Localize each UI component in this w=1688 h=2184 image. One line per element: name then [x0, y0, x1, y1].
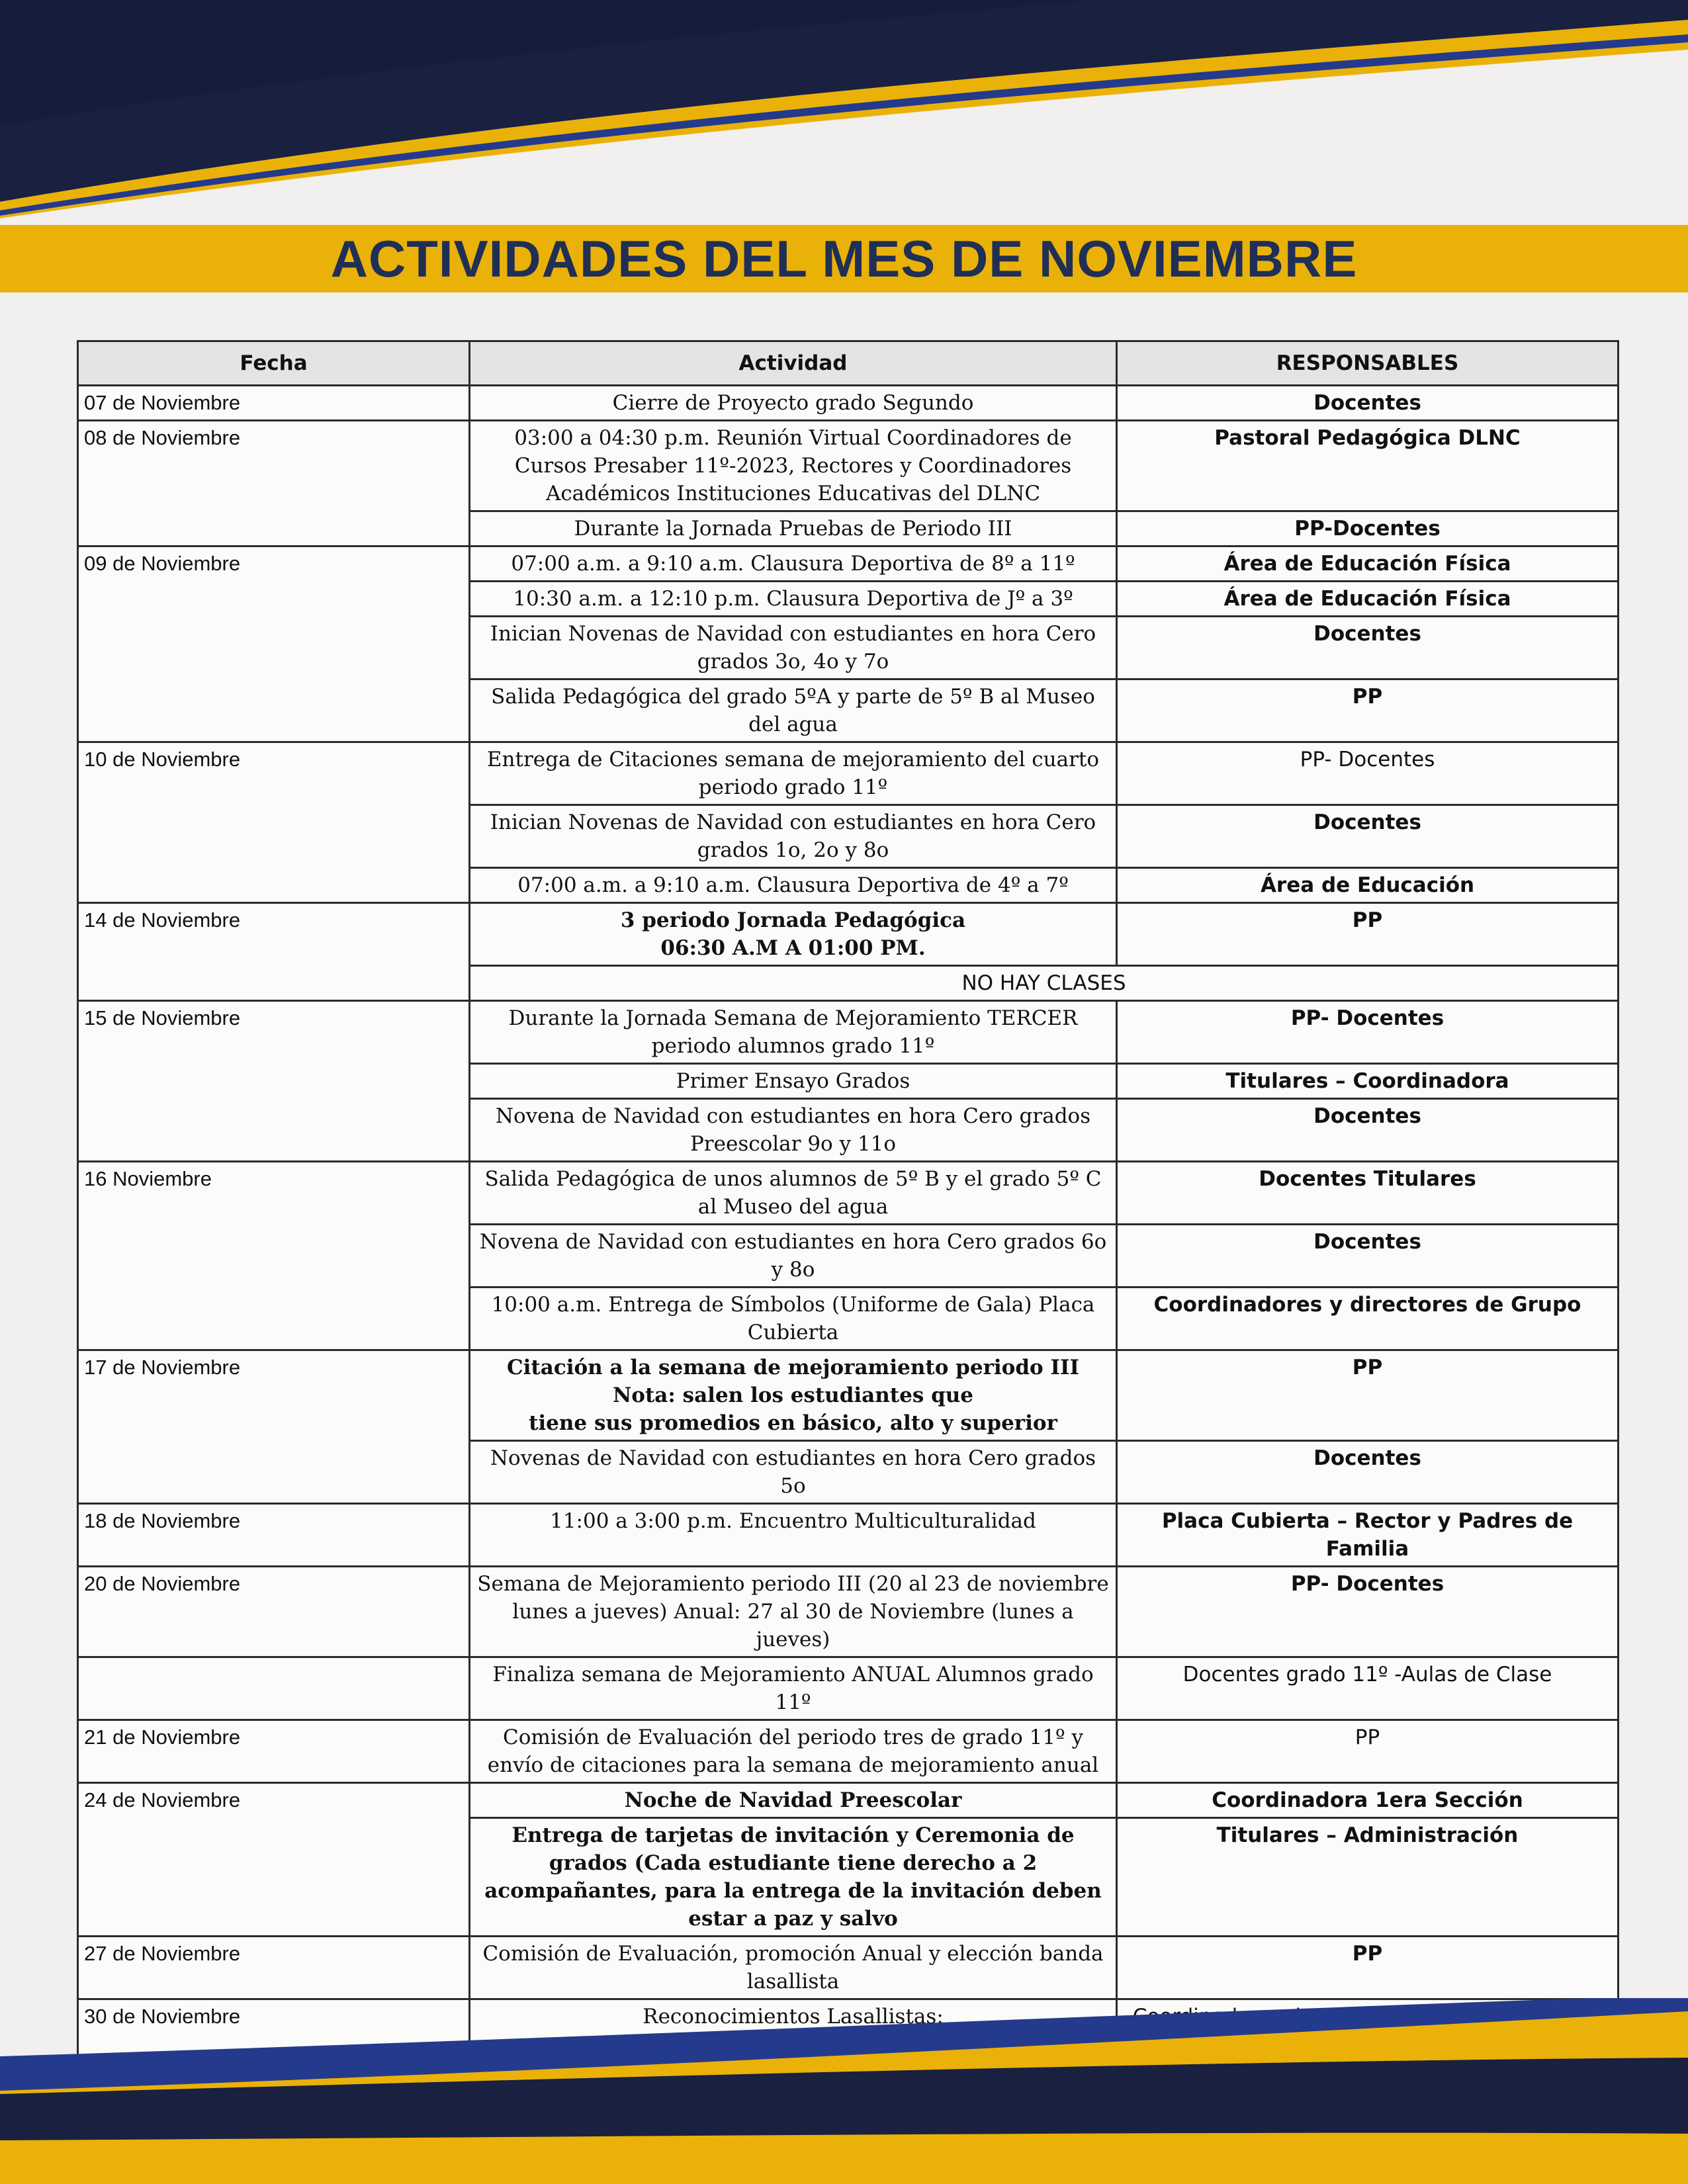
table-row — [78, 546, 1619, 582]
activity-cell: Entrega de tarjetas de invitación y Ceremonia de grados (Cada estudiante tiene derecho a 2 acompañantes, para la entrega de la invitación deben estar a paz y salvo — [470, 1818, 1117, 1937]
date-cell: 08 de Noviembre — [78, 421, 470, 546]
activity-cell: Inician Novenas de Navidad con estudiantes en hora Cero grados 1o, 2o y 8o — [470, 805, 1117, 868]
table-row — [78, 1783, 1619, 1818]
table-row — [78, 1350, 1619, 1441]
table-row — [78, 742, 1619, 805]
responsible-cell: PP — [1117, 1720, 1619, 1783]
responsible-cell: PP — [1117, 1937, 1619, 1999]
responsible-cell: Docentes grado 11º -Aulas de Clase — [1117, 1657, 1619, 1720]
activity-cell: Salida Pedagógica de unos alumnos de 5º B y el grado 5º C al Museo del agua — [470, 1162, 1117, 1225]
responsible-cell: Titulares – Coordinadora — [1117, 1064, 1619, 1099]
table-row — [78, 1720, 1619, 1783]
activity-cell: 07:00 a.m. a 9:10 a.m. Clausura Deportiva de 8º a 11º — [470, 546, 1117, 582]
date-cell: 30 de Noviembre — [78, 1999, 470, 2118]
activity-cell: Primer Ensayo Grados — [470, 1064, 1117, 1099]
table-row — [78, 1657, 1619, 1720]
responsible-cell: Área de Educación — [1117, 868, 1619, 903]
responsible-cell: PP- Docentes — [1117, 1567, 1619, 1657]
header-actividad: Actividad — [470, 341, 1117, 386]
responsible-cell: Coordinadora 1era Sección — [1117, 1783, 1619, 1818]
activity-cell: Semana de Mejoramiento periodo III (20 al 23 de noviembre lunes a jueves) Anual: 27 al 30 de Noviembre (lunes a jueves) — [470, 1567, 1117, 1657]
date-cell — [78, 1657, 470, 1720]
header-responsables: RESPONSABLES — [1117, 341, 1619, 386]
activity-line: Citación a la semana de mejoramiento periodo III Nota: salen los estudiantes que — [506, 1356, 1080, 1407]
footer-decoration — [0, 1998, 1688, 2184]
date-cell: 10 de Noviembre — [78, 742, 470, 903]
responsible-cell: PP — [1117, 903, 1619, 966]
responsible-cell: Coordinadores y directores de Grupo — [1117, 1288, 1619, 1350]
responsible-cell: Docentes — [1117, 386, 1619, 421]
activity-cell: Durante la Jornada Pruebas de Periodo III — [470, 511, 1117, 546]
activity-cell: Comisión de Evaluación del periodo tres de grado 11º y envío de citaciones para la semana de mejoramiento anual — [470, 1720, 1117, 1783]
activity-cell — [470, 1350, 1117, 1441]
activity-cell: Novena de Navidad con estudiantes en hora Cero grados Preescolar 9o y 11o — [470, 1099, 1117, 1162]
no-classes-note: NO HAY CLASES — [470, 966, 1619, 1001]
activity-cell: Noche de Navidad Preescolar — [470, 1783, 1117, 1818]
responsible-cell: Área de Educación Física — [1117, 582, 1619, 617]
header-decoration — [0, 0, 1688, 225]
activity-cell: 11:00 a 3:00 p.m. Encuentro Multiculturalidad — [470, 1504, 1117, 1567]
date-cell: 09 de Noviembre — [78, 546, 470, 742]
responsible-cell: Docentes — [1117, 1441, 1619, 1504]
activity-line: Reconocimientos Lasallistas: — [643, 2005, 944, 2029]
table-row — [78, 1001, 1619, 1064]
activity-cell: Durante la Jornada Semana de Mejoramiento TERCER periodo alumnos grado 11º — [470, 1001, 1117, 1064]
responsible-cell: Docentes — [1117, 1225, 1619, 1288]
responsible-cell: Docentes — [1117, 1099, 1619, 1162]
activity-cell: 10:30 a.m. a 12:10 p.m. Clausura Deportiva de Jº a 3º — [470, 582, 1117, 617]
table-header-row — [78, 341, 1619, 386]
table-row — [78, 421, 1619, 511]
date-cell: 20 de Noviembre — [78, 1567, 470, 1657]
activity-line: 3 periodo Jornada Pedagógica — [620, 908, 966, 932]
date-cell: 24 de Noviembre — [78, 1783, 470, 1937]
activity-cell: Novena de Navidad con estudiantes en hora Cero grados 6o y 8o — [470, 1225, 1117, 1288]
date-cell: 07 de Noviembre — [78, 386, 470, 421]
responsible-cell: Docentes — [1117, 617, 1619, 679]
table-row — [78, 1567, 1619, 1657]
activity-cell: Novenas de Navidad con estudiantes en hora Cero grados 5o — [470, 1441, 1117, 1504]
table-row — [78, 1162, 1619, 1225]
responsible-cell: Pastoral Pedagógica DLNC — [1117, 421, 1619, 511]
header-fecha: Fecha — [78, 341, 470, 386]
activity-cell — [470, 903, 1117, 966]
date-cell: 15 de Noviembre — [78, 1001, 470, 1162]
activity-line: tiene sus promedios en básico, alto y superior — [529, 1411, 1057, 1435]
activity-cell: Cierre de Proyecto grado Segundo — [470, 386, 1117, 421]
responsible-cell: Área de Educación Física — [1117, 546, 1619, 582]
activity-cell: Salida Pedagógica del grado 5ºA y parte de 5º B al Museo del agua — [470, 679, 1117, 742]
activity-cell: Inician Novenas de Navidad con estudiantes en hora Cero grados 3o, 4o y 7o — [470, 617, 1117, 679]
responsible-cell: Titulares – Administración — [1117, 1818, 1619, 1937]
table-row — [78, 386, 1619, 421]
activity-cell: Finaliza semana de Mejoramiento ANUAL Alumnos grado 11º — [470, 1657, 1117, 1720]
responsible-cell: PP — [1117, 1350, 1619, 1441]
responsible-cell: PP- Docentes — [1117, 742, 1619, 805]
responsible-cell: Docentes Titulares — [1117, 1162, 1619, 1225]
activity-cell: 07:00 a.m. a 9:10 a.m. Clausura Deportiva de 4º a 7º — [470, 868, 1117, 903]
activity-cell: 03:00 a 04:30 p.m. Reunión Virtual Coordinadores de Cursos Presaber 11º-2023, Rectores y Coordinadores Académicos Instituciones Educativas del DLNC — [470, 421, 1117, 511]
activity-cell: Comisión de Evaluación, promoción Anual y elección banda lasallista — [470, 1937, 1117, 1999]
table-row — [78, 1504, 1619, 1567]
date-cell: 27 de Noviembre — [78, 1937, 470, 1999]
date-cell: 16 Noviembre — [78, 1162, 470, 1350]
responsible-cell: PP — [1117, 679, 1619, 742]
table-row — [78, 903, 1619, 966]
date-cell: 21 de Noviembre — [78, 1720, 470, 1783]
responsible-cell: PP-Docentes — [1117, 511, 1619, 546]
table-row — [78, 1937, 1619, 1999]
responsible-cell: Placa Cubierta – Rector y Padres de Familia — [1117, 1504, 1619, 1567]
activity-cell: Entrega de Citaciones semana de mejoramiento del cuarto periodo grado 11º — [470, 742, 1117, 805]
activity-line: 06:30 A.M A 01:00 PM. — [660, 936, 926, 960]
date-cell: 17 de Noviembre — [78, 1350, 470, 1504]
date-cell: 14 de Noviembre — [78, 903, 470, 1001]
activity-cell: 10:00 a.m. Entrega de Símbolos (Uniforme de Gala) Placa Cubierta — [470, 1288, 1117, 1350]
responsible-cell: PP- Docentes — [1117, 1001, 1619, 1064]
date-cell: 18 de Noviembre — [78, 1504, 470, 1567]
page-title: ACTIVIDADES DEL MES DE NOVIEMBRE — [330, 230, 1358, 288]
activities-table — [77, 340, 1619, 2118]
responsible-cell: Docentes — [1117, 805, 1619, 868]
